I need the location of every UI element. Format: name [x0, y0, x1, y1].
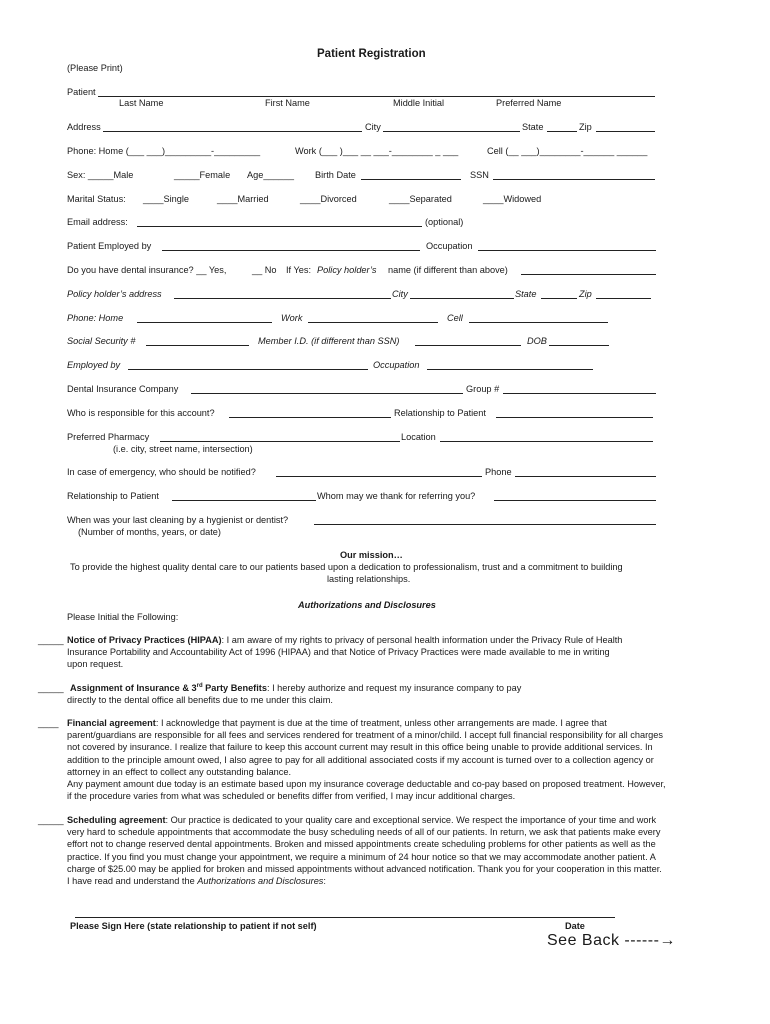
- policy-city-label: City: [392, 289, 408, 299]
- city-label: City: [365, 122, 381, 132]
- read-understand-c: :: [323, 876, 326, 887]
- scheduling-initial-field[interactable]: _____: [38, 815, 64, 825]
- policy-home-phone-field[interactable]: [137, 322, 272, 323]
- assignment-title-sup: rd: [196, 682, 203, 689]
- assignment-initial-field[interactable]: _____: [38, 683, 64, 693]
- financial-text: : I acknowledge that payment is due at the time of treatment, unless other arrangements are made. I agree that parent/guardians are responsible for all fees and services rendered for treatment of a minor/child. I accept full financial responsibility for all charges not covered by insurance. I realize that failure to keep this account current may result in this office being unable to provide additional services. In addition to the principle amount owed, I also agree to pay for all additional associated costs if my account is turned over to a collection agency or attorney in an effect to collect any outstanding balance.: [67, 718, 663, 777]
- referral-field[interactable]: [494, 500, 656, 501]
- emergency-contact-field[interactable]: [276, 476, 482, 477]
- dob-label: DOB: [527, 336, 547, 346]
- financial-title: Financial agreement: [67, 718, 156, 728]
- group-number-field[interactable]: [503, 393, 656, 394]
- emergency-phone-label: Phone: [485, 467, 512, 477]
- mission-text-line2: lasting relationships.: [327, 574, 411, 584]
- if-yes-label: If Yes:: [286, 265, 312, 275]
- signature-field[interactable]: [75, 917, 615, 918]
- patient-employer-label: Patient Employed by: [67, 241, 152, 251]
- ssn-field[interactable]: [493, 179, 655, 180]
- privacy-text-line1: : I am aware of my rights to privacy of personal health information under the Privacy Rule of Health: [221, 635, 623, 645]
- pharmacy-location-field[interactable]: [440, 441, 653, 442]
- last-cleaning-field[interactable]: [314, 524, 656, 525]
- home-phone-field[interactable]: Phone: Home (___ ___)_________-_________: [67, 146, 261, 156]
- marital-separated-option[interactable]: ____Separated: [389, 194, 452, 204]
- zip-label: Zip: [579, 122, 592, 132]
- insurance-yes-option[interactable]: Do you have dental insurance? __ Yes,: [67, 265, 227, 275]
- scheduling-text: : Our practice is dedicated to your quality care and exceptional service. We respect the importance of your time and work very hard to schedule appointments that accommodate the busy scheduling needs of all of our patients. In return, we ask that patients make every effort not to change reserved dental appointments. Broken and missed appointments create scheduling problems for other patients as well as the practice. If you find you must change your appointment, we require a minimum of 24 hour notice so that we may accommodate another patient. A charge of $25.00 may be applied for broken and missed appointments without advanced notification. Thank you for your cooperation in this matter.: [67, 815, 662, 874]
- scheduling-paragraph: [67, 814, 667, 887]
- patient-employer-field[interactable]: [162, 250, 420, 251]
- dob-field[interactable]: [549, 345, 609, 346]
- privacy-initial-field[interactable]: _____: [38, 635, 64, 645]
- social-security-label: Social Security #: [67, 336, 136, 346]
- cell-phone-field[interactable]: Cell (__ ___)________-______ ______: [487, 146, 648, 156]
- read-understand-a: I have read and understand the: [67, 876, 198, 887]
- relationship-label: Relationship to Patient: [394, 408, 486, 418]
- state-label: State: [522, 122, 544, 132]
- pharmacy-location-label: Location: [401, 432, 436, 442]
- date-label: Date: [565, 921, 585, 931]
- policy-holder-name-field[interactable]: [521, 274, 656, 275]
- marital-married-option[interactable]: ____Married: [217, 194, 269, 204]
- responsible-label: Who is responsible for this account?: [67, 408, 215, 418]
- city-field[interactable]: [383, 131, 520, 132]
- first-name-caption: First Name: [265, 98, 310, 108]
- privacy-text-line3: upon request.: [67, 659, 124, 669]
- social-security-field[interactable]: [146, 345, 249, 346]
- initial-instruction: Please Initial the Following:: [67, 612, 179, 622]
- group-number-label: Group #: [466, 384, 500, 394]
- last-name-caption: Last Name: [119, 98, 164, 108]
- policy-occupation-field[interactable]: [427, 369, 593, 370]
- address-field[interactable]: [103, 131, 362, 132]
- marital-single-option[interactable]: ____Single: [143, 194, 189, 204]
- policy-home-phone-label: Phone: Home: [67, 313, 124, 323]
- see-back-note: See Back ------→: [547, 932, 676, 949]
- policy-holder-name-label: name (if different than above): [388, 265, 508, 275]
- email-optional-note: (optional): [425, 217, 464, 227]
- page-title: Patient Registration: [317, 48, 426, 60]
- policy-cell-phone-label: Cell: [447, 313, 463, 323]
- birth-date-label: Birth Date: [315, 170, 356, 180]
- policy-occupation-label: Occupation: [373, 360, 420, 370]
- financial-text-2: Any payment amount due today is an estimate based upon my insurance coverage deductable and co-pay based on proposed treatment. However, if the procedure varies from what was scheduled or benefits differ from verified, I may incur additional charges.: [67, 779, 666, 802]
- pharmacy-label: Preferred Pharmacy: [67, 432, 150, 442]
- signature-label: Please Sign Here (state relationship to patient if not self): [70, 921, 317, 931]
- work-phone-field[interactable]: Work (___ )___ __ ___-________ _ ___: [295, 146, 459, 156]
- assignment-text-line1: : I hereby authorize and request my insurance company to pay: [266, 683, 522, 693]
- preferred-name-caption: Preferred Name: [496, 98, 562, 108]
- referral-label: Whom may we thank for referring you?: [317, 491, 476, 501]
- policy-work-phone-field[interactable]: [308, 322, 438, 323]
- pharmacy-hint: (i.e. city, street name, intersection): [113, 444, 253, 454]
- privacy-text-line2: Insurance Portability and Accountability Act of 1996 (HIPAA) and that Notice of Privacy Practices were made available to me in writing: [67, 647, 610, 657]
- emergency-phone-field[interactable]: [515, 476, 656, 477]
- assignment-text-line2: directly to the dental office all benefits due to me under this claim.: [67, 695, 333, 705]
- policy-cell-phone-field[interactable]: [469, 322, 608, 323]
- emergency-contact-label: In case of emergency, who should be notified?: [67, 467, 256, 477]
- ssn-label: SSN: [470, 170, 489, 180]
- assignment-title-b: Party Benefits: [202, 683, 267, 693]
- pharmacy-field[interactable]: [160, 441, 400, 442]
- sex-female-option[interactable]: _____Female: [174, 170, 231, 180]
- read-understand-b: Authorizations and Disclosures: [197, 876, 324, 887]
- please-print-note: (Please Print): [67, 63, 123, 73]
- insurance-no-option[interactable]: __ No: [252, 265, 277, 275]
- address-label: Address: [67, 122, 101, 132]
- age-field[interactable]: Age______: [247, 170, 295, 180]
- sex-male-option[interactable]: Sex: _____Male: [67, 170, 134, 180]
- mission-heading: Our mission…: [340, 550, 403, 560]
- occupation-field[interactable]: [478, 250, 656, 251]
- marital-status-label: Marital Status:: [67, 194, 126, 204]
- scheduling-title: Scheduling agreement: [67, 815, 166, 825]
- dental-company-field[interactable]: [191, 393, 463, 394]
- dental-company-label: Dental Insurance Company: [67, 384, 179, 394]
- emergency-relationship-label: Relationship to Patient: [67, 491, 159, 501]
- member-id-field[interactable]: [415, 345, 521, 346]
- state-field[interactable]: [547, 131, 577, 132]
- assignment-title-a: Assignment of Insurance & 3: [70, 683, 197, 693]
- policy-state-label: State: [515, 289, 537, 299]
- occupation-label: Occupation: [426, 241, 473, 251]
- policy-address-field[interactable]: [174, 298, 391, 299]
- relationship-field[interactable]: [496, 417, 653, 418]
- birth-date-field[interactable]: [361, 179, 461, 180]
- policy-city-field[interactable]: [410, 298, 514, 299]
- emergency-relationship-field[interactable]: [172, 500, 316, 501]
- middle-initial-caption: Middle Initial: [393, 98, 445, 108]
- financial-initial-field[interactable]: ____: [38, 718, 59, 728]
- last-cleaning-hint: (Number of months, years, or date): [78, 527, 221, 537]
- financial-paragraph: [67, 717, 667, 802]
- mission-text-line1: To provide the highest quality dental care to our patients based upon a dedication to professionalism, trust and a commitment to building: [70, 562, 623, 572]
- policy-employer-field[interactable]: [128, 369, 368, 370]
- responsible-field[interactable]: [229, 417, 391, 418]
- marital-divorced-option[interactable]: ____Divorced: [300, 194, 357, 204]
- email-field[interactable]: [137, 226, 422, 227]
- last-cleaning-label: When was your last cleaning by a hygienist or dentist?: [67, 515, 289, 525]
- policy-state-field[interactable]: [541, 298, 577, 299]
- policy-zip-field[interactable]: [596, 298, 651, 299]
- zip-field[interactable]: [596, 131, 655, 132]
- email-label: Email address:: [67, 217, 128, 227]
- marital-widowed-option[interactable]: ____Widowed: [483, 194, 542, 204]
- policy-address-label: Policy holder’s address: [67, 289, 162, 299]
- policy-employer-label: Employed by: [67, 360, 121, 370]
- policy-work-phone-label: Work: [281, 313, 303, 323]
- member-id-label: Member I.D. (if different than SSN): [258, 336, 400, 346]
- authorizations-heading: Authorizations and Disclosures: [298, 600, 436, 610]
- policy-holder-label: Policy holder’s: [317, 265, 377, 275]
- patient-label: Patient: [67, 87, 96, 97]
- privacy-title: Notice of Privacy Practices (HIPAA): [67, 635, 222, 645]
- policy-zip-label: Zip: [579, 289, 592, 299]
- patient-name-field[interactable]: [98, 96, 655, 97]
